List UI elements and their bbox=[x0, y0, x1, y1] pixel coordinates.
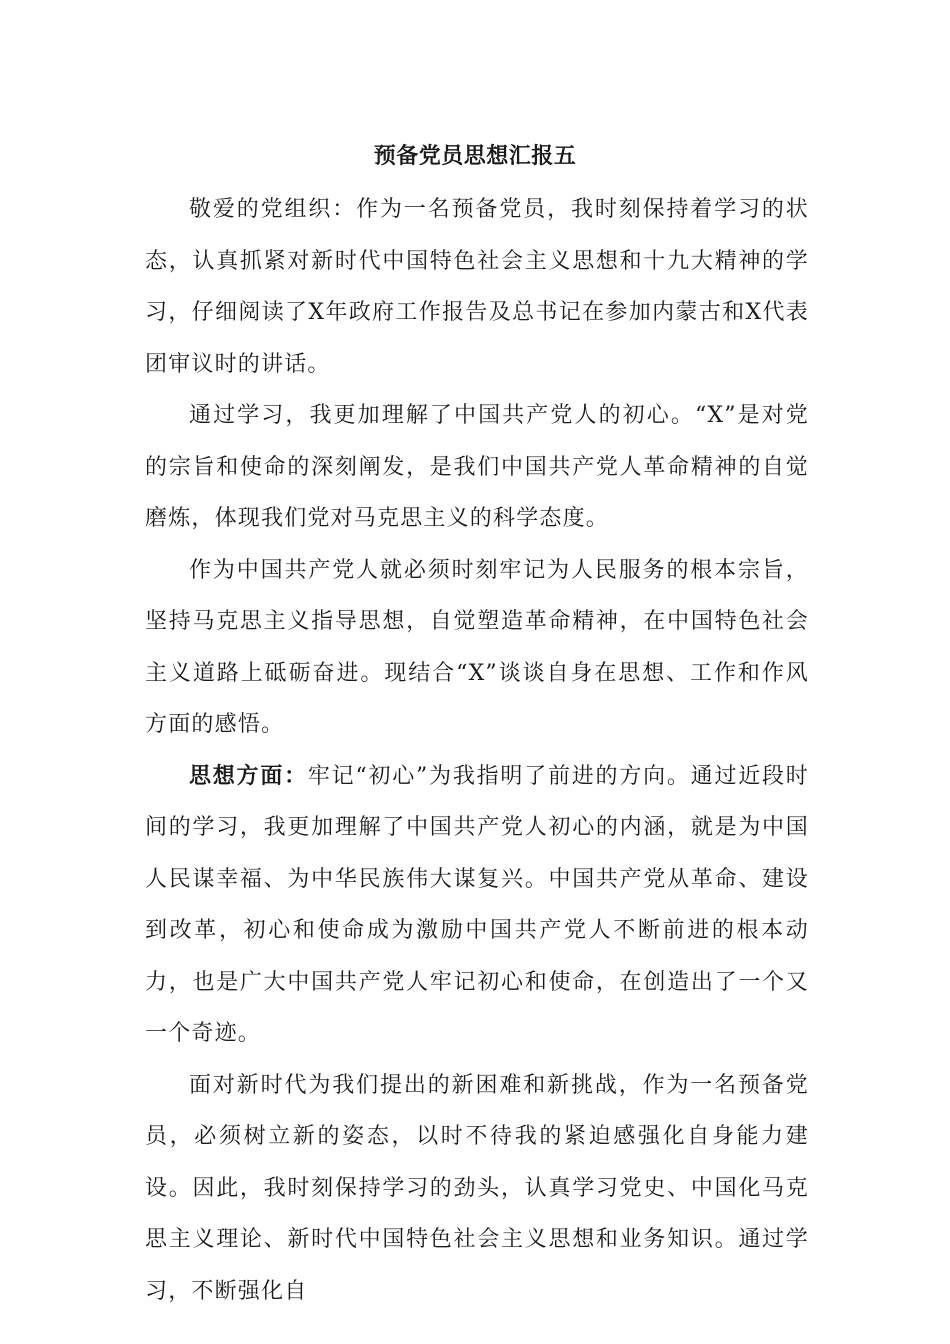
document-title: 预备党员思想汇报五 bbox=[373, 143, 577, 169]
paragraph-2 bbox=[145, 390, 809, 545]
paragraph-4-lead: 思想方面： bbox=[189, 762, 308, 789]
paragraph-5-text: 面对新时代为我们提出的新困难和新挑战，作为一名预备党员，必须树立新的姿态，以时不待我的紧迫感强化自身能力建设。因此，我时刻保持学习的劲头，认真学习党史、中国化马克思主义理论、新时代中国特色社会主义思想和业务知识。通过学习，不断强化自 bbox=[145, 1072, 809, 1304]
paragraph-3 bbox=[145, 545, 809, 751]
paragraph-1 bbox=[145, 184, 809, 390]
paragraph-1-text: 敬爱的党组织：作为一名预备党员，我时刻保持着学习的状态，认真抓紧对新时代中国特色社会主义思想和十九大精神的学习，仔细阅读了X年政府工作报告及总书记在参加内蒙古和X代表团审议时的讲话。 bbox=[145, 197, 809, 377]
paragraph-4-text: 牢记“初心”为我指明了前进的方向。通过近段时间的学习，我更加理解了中国共产党人初心的内涵，就是为中国人民谋幸福、为中华民族伟大谋复兴。中国共产党从革命、建设到改革，初心和使命成为激励中国共产党人不断前进的根本动力，也是广大中国共产党人牢记初心和使命，在创造出了一个又一个奇迹。 bbox=[145, 763, 809, 1046]
paragraph-2-text: 通过学习，我更加理解了中国共产党人的初心。“X”是对党的宗旨和使命的深刻阐发，是我们中国共产党人革命精神的自觉磨炼，体现我们党对马克思主义的科学态度。 bbox=[145, 403, 809, 531]
paragraph-5 bbox=[145, 1060, 809, 1318]
paragraph-4 bbox=[145, 751, 809, 1060]
paragraph-3-text: 作为中国共产党人就必须时刻牢记为人民服务的根本宗旨，坚持马克思主义指导思想，自觉塑造革命精神，在中国特色社会主义道路上砥砺奋进。现结合“X”谈谈自身在思想、工作和作风方面的感悟。 bbox=[145, 557, 809, 737]
document-body bbox=[145, 184, 809, 1317]
